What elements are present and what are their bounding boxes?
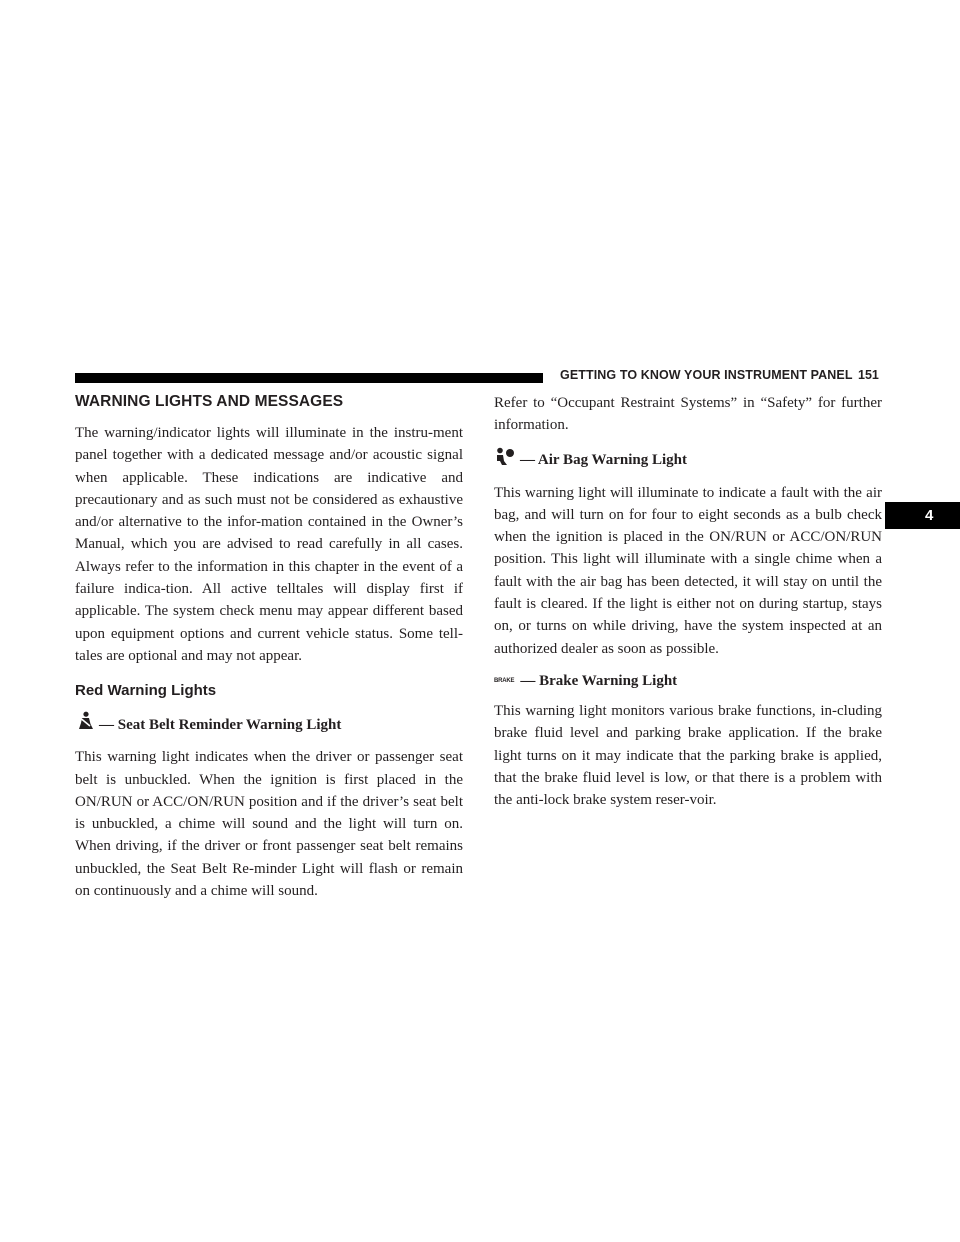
page-number: 151 (858, 368, 879, 382)
intro-paragraph: The warning/indicator lights will illuminate in the instru-ment panel together with a dedicated message and/or acoustic signal when applicable. These indications are indicative and precautionary and as such must not be considered as exhaustive and/or alternative to the infor-mation contained in the Owner’s Manual, which you are advised to read carefully in all cases. Always refer to the information in this chapter in the event of a failure indica-tion. All active telltales will display first if applicable. The system check menu may appear different based upon equipment options and current vehicle status. Some tell-tales are optional and may not appear. (75, 425, 463, 664)
seatbelt-heading (75, 711, 463, 738)
left-column (75, 392, 463, 902)
running-header: GETTING TO KNOW YOUR INSTRUMENT PANEL (560, 368, 853, 382)
brake-icon: BRAKE (494, 677, 515, 684)
section-title: WARNING LIGHTS AND MESSAGES (75, 393, 344, 410)
seatbelt-title: — Seat Belt Reminder Warning Light (99, 716, 342, 733)
brake-title: — Brake Warning Light (520, 672, 678, 689)
airbag-icon (494, 447, 516, 474)
header-rule (75, 373, 543, 383)
chapter-tab: 4 (885, 502, 960, 529)
airbag-paragraph: This warning light will illuminate to indicate a fault with the air bag, and will turn on for four to eight seconds as a bulb check when the ignition is placed in the ON/RUN or ACC/ON/RUN position. This light will illuminate with a single chime when a fault with the air bag has been detected, it will stay on until the fault is cleared. If the light is either not on during startup, stays on, or turns on while driving, have the system inspected at an authorized dealer as soon as possible. (494, 484, 882, 657)
brake-paragraph: This warning light monitors various brake functions, in-cluding brake fluid level and parking brake application. If the brake light turns on it may indicate that the parking brake is applied, that the brake fluid level is low, or that there is a problem with the anti-lock brake system reser-voir. (494, 702, 882, 809)
brake-heading (494, 670, 882, 692)
refer-paragraph: Refer to “Occupant Restraint Systems” in “Safety” for further information. (494, 395, 882, 434)
red-warning-lights-heading: Red Warning Lights (75, 682, 217, 700)
airbag-heading (494, 447, 882, 474)
seatbelt-icon (75, 711, 95, 738)
right-column (494, 392, 882, 811)
seatbelt-paragraph: This warning light indicates when the driver or passenger seat belt is unbuckled. When the ignition is first placed in the ON/RUN or ACC/ON/RUN position and if the driver’s seat belt is unbuckled, a chime will sound and the light will turn on. When driving, if the driver or front passenger seat belt remains unbuckled, the Seat Belt Re-minder Light will flash or remain on continuously and a chime will sound. (75, 749, 463, 900)
airbag-title: — Air Bag Warning Light (520, 452, 687, 469)
